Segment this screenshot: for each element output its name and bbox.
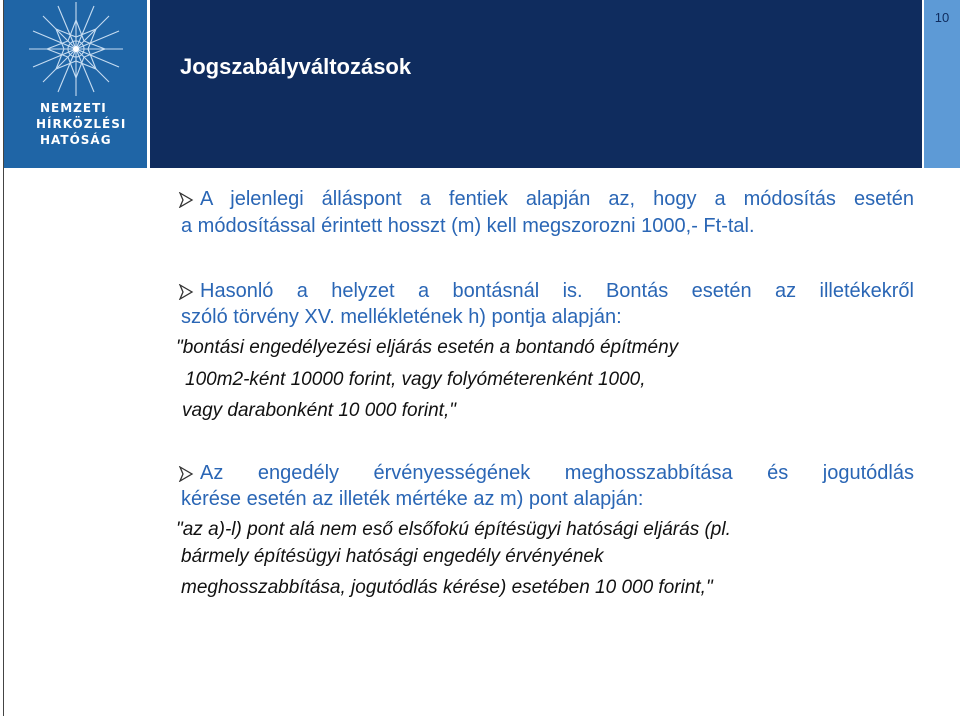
arrow-bullet-icon	[178, 284, 194, 300]
bullet-3-quote-1: "az a)-l) pont alá nem eső elsőfokú építésügyi hatósági eljárás (pl.	[176, 519, 731, 540]
bullet-1-line-2: a módosítással érintett hosszt (m) kell megszorozni 1000,- Ft-tal.	[181, 215, 755, 237]
logo-line-1: NEMZETI	[40, 101, 107, 115]
logo-panel	[4, 0, 147, 168]
arrow-bullet-icon	[178, 466, 194, 482]
bullet-2-quote-3: vagy darabonként 10 000 forint,"	[182, 400, 456, 421]
star-logo-icon	[4, 0, 147, 100]
bullet-2-quote-2: 100m2-ként 10000 forint, vagy folyóméterenként 1000,	[185, 369, 646, 390]
bullet-3-line-1: Az engedély érvényességének meghosszabbítása és jogutódlás	[200, 462, 914, 484]
page-title: Jogszabályváltozások	[180, 54, 412, 79]
arrow-bullet-icon	[178, 192, 194, 208]
bullet-2-line-1: Hasonló a helyzet a bontásnál is. Bontás esetén az illetékekről	[200, 280, 914, 302]
logo-line-2: HÍRKÖZLÉSI	[36, 117, 127, 131]
bullet-3-quote-3: meghosszabbítása, jogutódlás kérése) esetében 10 000 forint,"	[181, 577, 713, 598]
page-number: 10	[934, 10, 950, 25]
logo-wordmark	[4, 100, 147, 148]
logo-line-3: HATÓSÁG	[40, 133, 112, 147]
title-bar	[150, 0, 922, 168]
bullet-1-line-1: A jelenlegi álláspont a fentiek alapján az, hogy a módosítás esetén	[200, 188, 914, 210]
bullet-3-quote-2: bármely építésügyi hatósági engedély érvényének	[181, 546, 604, 567]
bullet-3-line-2: kérése esetén az illeték mértéke az m) pont alapján:	[181, 488, 644, 510]
bullet-2-line-2: szóló törvény XV. mellékletének h) pontja alapján:	[181, 306, 622, 328]
bullet-2-quote-1: "bontási engedélyezési eljárás esetén a bontandó építmény	[176, 337, 679, 358]
accent-strip	[924, 0, 960, 168]
